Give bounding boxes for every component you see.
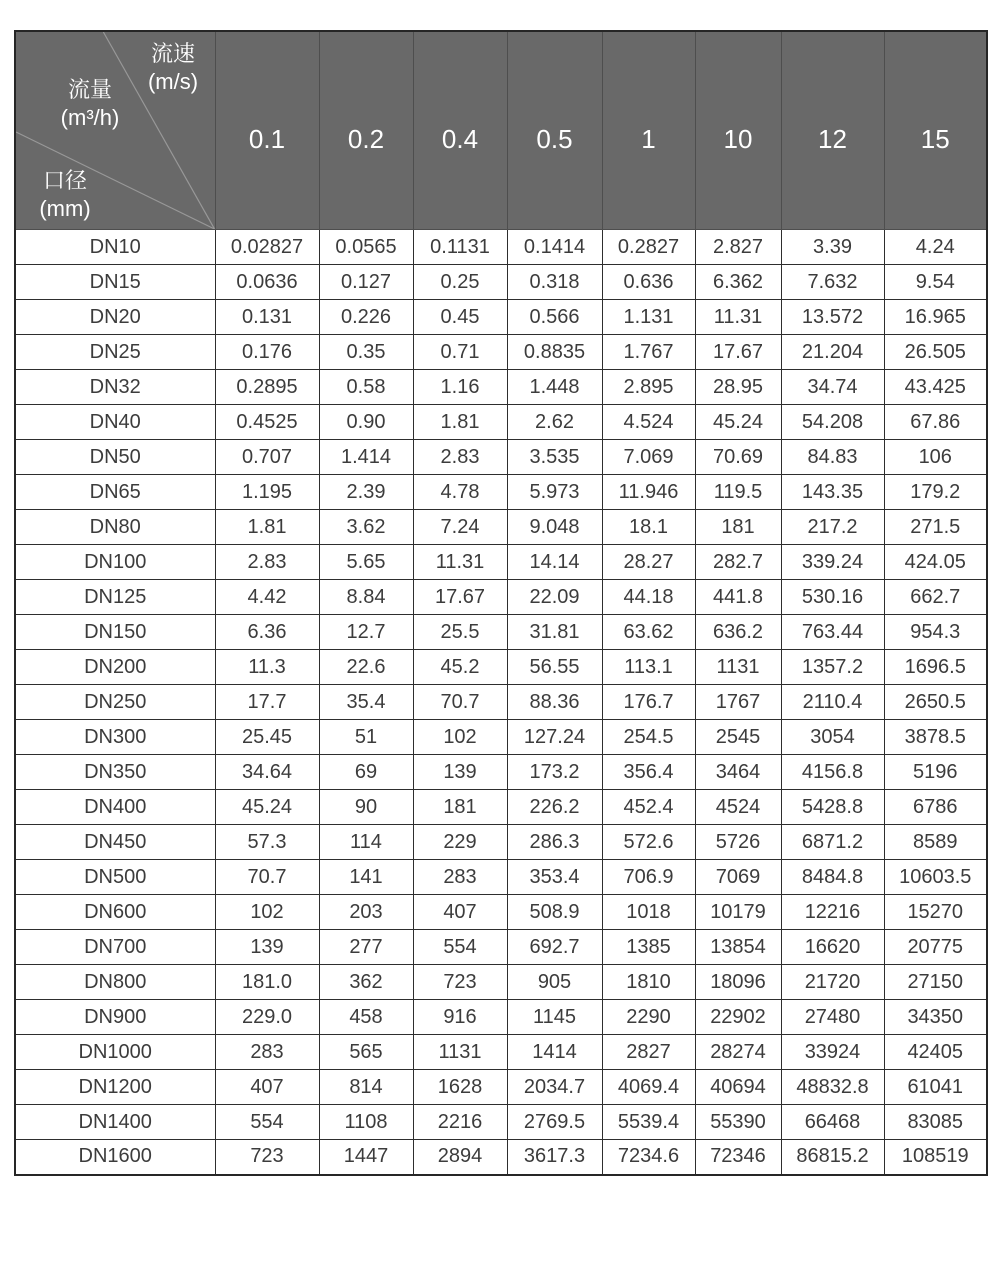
flow-value-cell: 54.208 — [781, 405, 884, 440]
flow-value-cell: 0.2827 — [602, 230, 695, 265]
dn-label: DN1200 — [15, 1070, 215, 1105]
flow-value-cell: 0.707 — [215, 440, 319, 475]
diagonal-split-cell — [16, 32, 215, 229]
flow-value-cell: 179.2 — [884, 475, 987, 510]
flow-value-cell: 2827 — [602, 1035, 695, 1070]
dn-label: DN20 — [15, 300, 215, 335]
flow-value-cell: 102 — [413, 720, 507, 755]
flow-value-cell: 1.81 — [215, 510, 319, 545]
flow-value-cell: 28.27 — [602, 545, 695, 580]
flow-value-cell: 16.965 — [884, 300, 987, 335]
flow-value-cell: 13854 — [695, 930, 781, 965]
table-row — [15, 1035, 987, 1070]
flow-value-cell: 7234.6 — [602, 1140, 695, 1175]
flow-value-cell: 1.414 — [319, 440, 413, 475]
corner-velocity-label — [134, 40, 212, 96]
flow-value-cell: 3.535 — [507, 440, 602, 475]
dn-label: DN10 — [15, 230, 215, 265]
flow-value-cell: 45.24 — [695, 405, 781, 440]
flow-value-cell: 45.24 — [215, 790, 319, 825]
flow-value-cell: 407 — [413, 895, 507, 930]
flow-value-cell: 51 — [319, 720, 413, 755]
flow-value-cell: 11.3 — [215, 650, 319, 685]
flow-value-cell: 7069 — [695, 860, 781, 895]
flow-value-cell: 55390 — [695, 1105, 781, 1140]
table-row — [15, 755, 987, 790]
flow-value-cell: 26.505 — [884, 335, 987, 370]
flow-value-cell: 42405 — [884, 1035, 987, 1070]
flow-value-cell: 108519 — [884, 1140, 987, 1175]
header-corner-cell — [15, 31, 215, 230]
flow-value-cell: 90 — [319, 790, 413, 825]
flow-value-cell: 4156.8 — [781, 755, 884, 790]
flow-value-cell: 283 — [413, 860, 507, 895]
table-row — [15, 1000, 987, 1035]
dn-label: DN350 — [15, 755, 215, 790]
flow-value-cell: 1.448 — [507, 370, 602, 405]
table-row — [15, 825, 987, 860]
flow-value-cell: 4.42 — [215, 580, 319, 615]
flow-value-cell: 905 — [507, 965, 602, 1000]
flow-value-cell: 254.5 — [602, 720, 695, 755]
table-row — [15, 895, 987, 930]
table-header — [15, 31, 987, 230]
flow-value-cell: 143.35 — [781, 475, 884, 510]
flow-value-cell: 954.3 — [884, 615, 987, 650]
flow-value-cell: 6871.2 — [781, 825, 884, 860]
flow-value-cell: 3.62 — [319, 510, 413, 545]
flow-value-cell: 0.71 — [413, 335, 507, 370]
flow-value-cell: 277 — [319, 930, 413, 965]
flow-value-cell: 1145 — [507, 1000, 602, 1035]
flow-value-cell: 27480 — [781, 1000, 884, 1035]
flow-value-cell: 18096 — [695, 965, 781, 1000]
flow-value-cell: 271.5 — [884, 510, 987, 545]
flow-value-cell: 10179 — [695, 895, 781, 930]
flow-value-cell: 31.81 — [507, 615, 602, 650]
flow-value-cell: 5.973 — [507, 475, 602, 510]
flow-value-cell: 141 — [319, 860, 413, 895]
flow-value-cell: 181 — [695, 510, 781, 545]
bore-text: 口径 — [42, 168, 87, 193]
dn-label: DN25 — [15, 335, 215, 370]
flow-value-cell: 35.4 — [319, 685, 413, 720]
flow-value-cell: 0.131 — [215, 300, 319, 335]
flow-value-cell: 114 — [319, 825, 413, 860]
flow-unit: (m³/h) — [60, 105, 120, 130]
flow-value-cell: 1414 — [507, 1035, 602, 1070]
flow-value-cell: 61041 — [884, 1070, 987, 1105]
table-row — [15, 335, 987, 370]
flow-value-cell: 28274 — [695, 1035, 781, 1070]
flow-value-cell: 7.632 — [781, 265, 884, 300]
table-row — [15, 580, 987, 615]
flow-value-cell: 286.3 — [507, 825, 602, 860]
flow-value-cell: 229.0 — [215, 1000, 319, 1035]
dn-label: DN200 — [15, 650, 215, 685]
flow-value-cell: 217.2 — [781, 510, 884, 545]
flow-value-cell: 6.36 — [215, 615, 319, 650]
flow-value-cell: 2290 — [602, 1000, 695, 1035]
corner-flow-label — [42, 76, 138, 132]
flow-value-cell: 70.7 — [413, 685, 507, 720]
table-row — [15, 230, 987, 265]
table-row — [15, 370, 987, 405]
flow-value-cell: 356.4 — [602, 755, 695, 790]
flow-value-cell: 1.16 — [413, 370, 507, 405]
velocity-column-header: 0.4 — [413, 31, 507, 230]
flow-value-cell: 119.5 — [695, 475, 781, 510]
table-row — [15, 685, 987, 720]
flow-value-cell: 9.048 — [507, 510, 602, 545]
flow-value-cell: 67.86 — [884, 405, 987, 440]
flow-value-cell: 2545 — [695, 720, 781, 755]
flow-value-cell: 88.36 — [507, 685, 602, 720]
flow-value-cell: 763.44 — [781, 615, 884, 650]
flow-value-cell: 25.5 — [413, 615, 507, 650]
flow-value-cell: 5539.4 — [602, 1105, 695, 1140]
table-row — [15, 615, 987, 650]
flow-value-cell: 22902 — [695, 1000, 781, 1035]
flow-value-cell: 2.895 — [602, 370, 695, 405]
flow-value-cell: 11.946 — [602, 475, 695, 510]
flow-value-cell: 229 — [413, 825, 507, 860]
flow-value-cell: 27150 — [884, 965, 987, 1000]
flow-value-cell: 69 — [319, 755, 413, 790]
dn-label: DN80 — [15, 510, 215, 545]
flow-value-cell: 34.74 — [781, 370, 884, 405]
flow-value-cell: 452.4 — [602, 790, 695, 825]
flow-value-cell: 176.7 — [602, 685, 695, 720]
flow-value-cell: 2769.5 — [507, 1105, 602, 1140]
flow-value-cell: 181 — [413, 790, 507, 825]
flow-value-cell: 66468 — [781, 1105, 884, 1140]
flow-value-cell: 127.24 — [507, 720, 602, 755]
velocity-unit: (m/s) — [147, 69, 199, 94]
flow-value-cell: 1385 — [602, 930, 695, 965]
flow-value-cell: 5.65 — [319, 545, 413, 580]
flow-value-cell: 7.069 — [602, 440, 695, 475]
flow-value-cell: 572.6 — [602, 825, 695, 860]
flow-value-cell: 283 — [215, 1035, 319, 1070]
flow-value-cell: 0.226 — [319, 300, 413, 335]
flow-value-cell: 11.31 — [695, 300, 781, 335]
flow-value-cell: 17.67 — [413, 580, 507, 615]
flow-value-cell: 814 — [319, 1070, 413, 1105]
corner-bore-label — [22, 167, 108, 223]
flow-value-cell: 12216 — [781, 895, 884, 930]
flow-value-cell: 2216 — [413, 1105, 507, 1140]
flow-value-cell: 0.1414 — [507, 230, 602, 265]
dn-label: DN250 — [15, 685, 215, 720]
flow-value-cell: 1018 — [602, 895, 695, 930]
flow-value-cell: 0.1131 — [413, 230, 507, 265]
flow-value-cell: 0.636 — [602, 265, 695, 300]
dn-label: DN40 — [15, 405, 215, 440]
table-row — [15, 405, 987, 440]
flow-value-cell: 70.7 — [215, 860, 319, 895]
flow-value-cell: 173.2 — [507, 755, 602, 790]
flow-value-cell: 530.16 — [781, 580, 884, 615]
dn-label: DN50 — [15, 440, 215, 475]
bore-unit: (mm) — [39, 196, 91, 221]
flow-value-cell: 1131 — [695, 650, 781, 685]
flow-value-cell: 1108 — [319, 1105, 413, 1140]
flow-value-cell: 3054 — [781, 720, 884, 755]
flow-value-cell: 18.1 — [602, 510, 695, 545]
flow-value-cell: 1767 — [695, 685, 781, 720]
dn-label: DN800 — [15, 965, 215, 1000]
flow-value-cell: 0.566 — [507, 300, 602, 335]
flow-value-cell: 40694 — [695, 1070, 781, 1105]
flow-value-cell: 13.572 — [781, 300, 884, 335]
flow-value-cell: 2.83 — [413, 440, 507, 475]
flow-value-cell: 10603.5 — [884, 860, 987, 895]
flow-value-cell: 508.9 — [507, 895, 602, 930]
flow-value-cell: 14.14 — [507, 545, 602, 580]
flow-value-cell: 0.90 — [319, 405, 413, 440]
table-row — [15, 790, 987, 825]
dn-label: DN900 — [15, 1000, 215, 1035]
flow-value-cell: 2.83 — [215, 545, 319, 580]
flow-value-cell: 1131 — [413, 1035, 507, 1070]
dn-label: DN1000 — [15, 1035, 215, 1070]
flow-value-cell: 1357.2 — [781, 650, 884, 685]
flow-value-cell: 12.7 — [319, 615, 413, 650]
flow-value-cell: 916 — [413, 1000, 507, 1035]
flow-value-cell: 8589 — [884, 825, 987, 860]
flow-value-cell: 3617.3 — [507, 1140, 602, 1175]
velocity-column-header: 0.1 — [215, 31, 319, 230]
flow-value-cell: 34350 — [884, 1000, 987, 1035]
flow-value-cell: 70.69 — [695, 440, 781, 475]
table-row — [15, 300, 987, 335]
flow-value-cell: 4.24 — [884, 230, 987, 265]
flow-value-cell: 181.0 — [215, 965, 319, 1000]
flow-value-cell: 25.45 — [215, 720, 319, 755]
dn-label: DN32 — [15, 370, 215, 405]
dn-label: DN15 — [15, 265, 215, 300]
flow-value-cell: 353.4 — [507, 860, 602, 895]
flow-value-cell: 22.09 — [507, 580, 602, 615]
table-row — [15, 720, 987, 755]
flow-value-cell: 3464 — [695, 755, 781, 790]
flow-value-cell: 21.204 — [781, 335, 884, 370]
flow-value-cell: 424.05 — [884, 545, 987, 580]
dn-label: DN300 — [15, 720, 215, 755]
header-row — [15, 31, 987, 230]
flow-value-cell: 0.127 — [319, 265, 413, 300]
velocity-column-header: 12 — [781, 31, 884, 230]
flow-value-cell: 226.2 — [507, 790, 602, 825]
flow-value-cell: 3878.5 — [884, 720, 987, 755]
table-body — [15, 230, 987, 1175]
table-row — [15, 475, 987, 510]
flow-value-cell: 0.8835 — [507, 335, 602, 370]
flow-value-cell: 6786 — [884, 790, 987, 825]
velocity-column-header: 1 — [602, 31, 695, 230]
flow-value-cell: 1.767 — [602, 335, 695, 370]
flow-value-cell: 1696.5 — [884, 650, 987, 685]
flow-value-cell: 0.25 — [413, 265, 507, 300]
flow-value-cell: 554 — [413, 930, 507, 965]
dn-label: DN100 — [15, 545, 215, 580]
dn-label: DN600 — [15, 895, 215, 930]
flow-value-cell: 5428.8 — [781, 790, 884, 825]
flow-value-cell: 2.827 — [695, 230, 781, 265]
flow-value-cell: 458 — [319, 1000, 413, 1035]
flow-value-cell: 1.195 — [215, 475, 319, 510]
flow-value-cell: 3.39 — [781, 230, 884, 265]
flow-rate-table — [14, 30, 988, 1176]
flow-value-cell: 1628 — [413, 1070, 507, 1105]
flow-value-cell: 8484.8 — [781, 860, 884, 895]
flow-value-cell: 9.54 — [884, 265, 987, 300]
velocity-column-header: 0.2 — [319, 31, 413, 230]
table-row — [15, 860, 987, 895]
dn-label: DN400 — [15, 790, 215, 825]
flow-value-cell: 139 — [215, 930, 319, 965]
dn-label: DN1600 — [15, 1140, 215, 1175]
flow-value-cell: 2.39 — [319, 475, 413, 510]
flow-value-cell: 56.55 — [507, 650, 602, 685]
flow-value-cell: 723 — [215, 1140, 319, 1175]
flow-value-cell: 282.7 — [695, 545, 781, 580]
flow-value-cell: 2.62 — [507, 405, 602, 440]
table-row — [15, 965, 987, 1000]
flow-value-cell: 2894 — [413, 1140, 507, 1175]
flow-value-cell: 15270 — [884, 895, 987, 930]
velocity-column-header: 10 — [695, 31, 781, 230]
flow-value-cell: 1.131 — [602, 300, 695, 335]
flow-value-cell: 17.7 — [215, 685, 319, 720]
dn-label: DN65 — [15, 475, 215, 510]
table-row — [15, 1070, 987, 1105]
flow-value-cell: 0.58 — [319, 370, 413, 405]
flow-value-cell: 6.362 — [695, 265, 781, 300]
flow-value-cell: 113.1 — [602, 650, 695, 685]
flow-value-cell: 0.318 — [507, 265, 602, 300]
flow-value-cell: 11.31 — [413, 545, 507, 580]
flow-value-cell: 2110.4 — [781, 685, 884, 720]
velocity-column-header: 0.5 — [507, 31, 602, 230]
flow-value-cell: 1810 — [602, 965, 695, 1000]
velocity-column-header: 15 — [884, 31, 987, 230]
dn-label: DN150 — [15, 615, 215, 650]
flow-value-cell: 441.8 — [695, 580, 781, 615]
flow-value-cell: 339.24 — [781, 545, 884, 580]
flow-value-cell: 0.0565 — [319, 230, 413, 265]
flow-value-cell: 33924 — [781, 1035, 884, 1070]
dn-label: DN1400 — [15, 1105, 215, 1140]
dn-label: DN125 — [15, 580, 215, 615]
flow-value-cell: 0.0636 — [215, 265, 319, 300]
flow-value-cell: 34.64 — [215, 755, 319, 790]
flow-value-cell: 662.7 — [884, 580, 987, 615]
flow-value-cell: 57.3 — [215, 825, 319, 860]
flow-value-cell: 21720 — [781, 965, 884, 1000]
flow-value-cell: 1447 — [319, 1140, 413, 1175]
flow-value-cell: 4069.4 — [602, 1070, 695, 1105]
flow-value-cell: 84.83 — [781, 440, 884, 475]
flow-value-cell: 0.45 — [413, 300, 507, 335]
flow-text: 流量 — [67, 77, 112, 102]
flow-value-cell: 22.6 — [319, 650, 413, 685]
table-row — [15, 650, 987, 685]
flow-value-cell: 2650.5 — [884, 685, 987, 720]
dn-label: DN700 — [15, 930, 215, 965]
flow-value-cell: 1.81 — [413, 405, 507, 440]
flow-value-cell: 102 — [215, 895, 319, 930]
flow-value-cell: 0.02827 — [215, 230, 319, 265]
flow-value-cell: 636.2 — [695, 615, 781, 650]
flow-value-cell: 8.84 — [319, 580, 413, 615]
flow-value-cell: 0.176 — [215, 335, 319, 370]
dn-label: DN500 — [15, 860, 215, 895]
table-row — [15, 440, 987, 475]
flow-value-cell: 17.67 — [695, 335, 781, 370]
flow-value-cell: 48832.8 — [781, 1070, 884, 1105]
flow-value-cell: 4524 — [695, 790, 781, 825]
flow-value-cell: 20775 — [884, 930, 987, 965]
flow-value-cell: 72346 — [695, 1140, 781, 1175]
flow-value-cell: 4.524 — [602, 405, 695, 440]
flow-value-cell: 45.2 — [413, 650, 507, 685]
flow-value-cell: 63.62 — [602, 615, 695, 650]
flow-value-cell: 565 — [319, 1035, 413, 1070]
flow-value-cell: 0.2895 — [215, 370, 319, 405]
table-row — [15, 510, 987, 545]
flow-value-cell: 723 — [413, 965, 507, 1000]
flow-value-cell: 706.9 — [602, 860, 695, 895]
flow-value-cell: 554 — [215, 1105, 319, 1140]
flow-value-cell: 362 — [319, 965, 413, 1000]
flow-value-cell: 2034.7 — [507, 1070, 602, 1105]
flow-value-cell: 0.4525 — [215, 405, 319, 440]
flow-value-cell: 7.24 — [413, 510, 507, 545]
flow-value-cell: 0.35 — [319, 335, 413, 370]
table-row — [15, 930, 987, 965]
table-row — [15, 1105, 987, 1140]
flow-value-cell: 5726 — [695, 825, 781, 860]
flow-value-cell: 692.7 — [507, 930, 602, 965]
table-row — [15, 265, 987, 300]
flow-value-cell: 5196 — [884, 755, 987, 790]
flow-value-cell: 203 — [319, 895, 413, 930]
table-row — [15, 1140, 987, 1175]
dn-label: DN450 — [15, 825, 215, 860]
table-row — [15, 545, 987, 580]
flow-value-cell: 16620 — [781, 930, 884, 965]
flow-value-cell: 43.425 — [884, 370, 987, 405]
flow-value-cell: 44.18 — [602, 580, 695, 615]
flow-value-cell: 28.95 — [695, 370, 781, 405]
flow-value-cell: 106 — [884, 440, 987, 475]
flow-value-cell: 407 — [215, 1070, 319, 1105]
flow-value-cell: 139 — [413, 755, 507, 790]
flow-value-cell: 83085 — [884, 1105, 987, 1140]
flow-value-cell: 4.78 — [413, 475, 507, 510]
velocity-text: 流速 — [150, 41, 195, 66]
flow-value-cell: 86815.2 — [781, 1140, 884, 1175]
